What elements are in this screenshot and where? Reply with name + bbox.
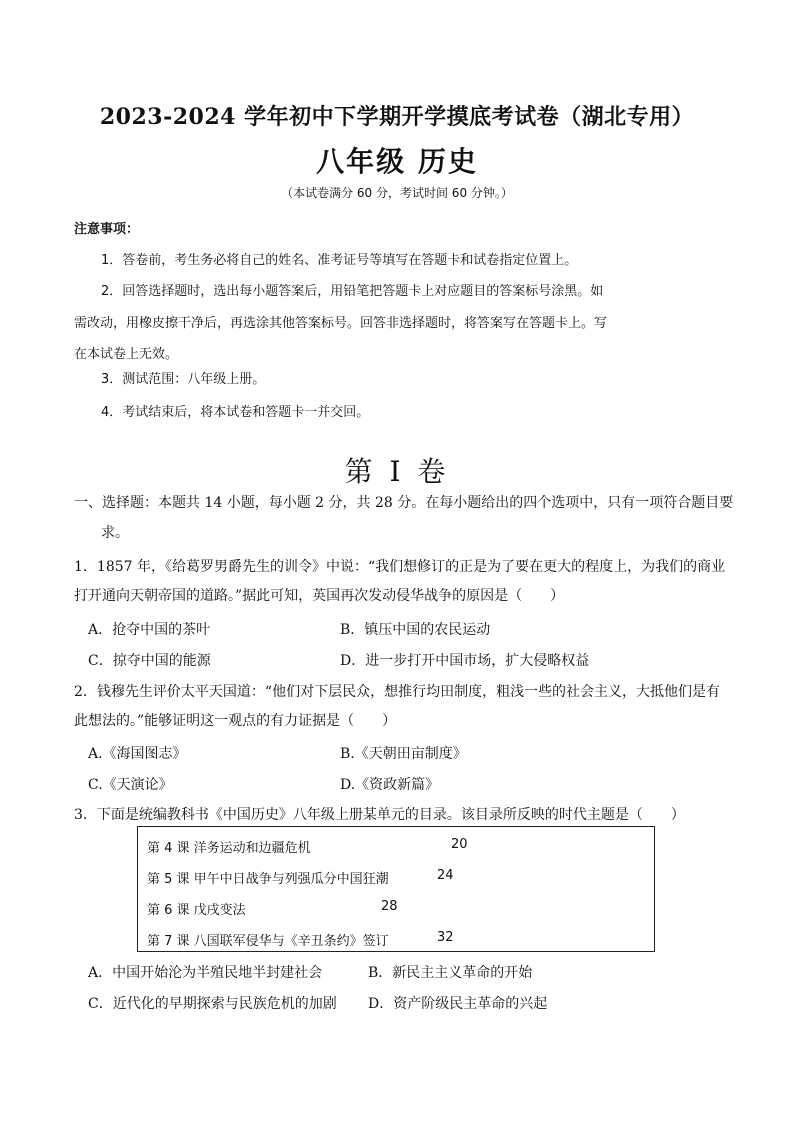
question-3-line-1: 3．下面是统编教科书《中国历史》八年级上册某单元的目录。该目录所反映的时代主题是（ ） — [74, 807, 685, 823]
table-of-contents-box — [137, 826, 655, 952]
note-item-1: 1．答卷前，考生务必将自己的姓名、准考证号等填写在答题卡和试卷指定位置上。 — [101, 253, 578, 268]
note-item-3: 3．测试范围：八年级上册。 — [101, 372, 266, 387]
toc-entry-title: 第 6 课 戊戌变法 — [147, 903, 246, 918]
toc-entry-page: 28 — [381, 899, 398, 914]
score-info: （本试卷满分 60 分，考试时间 60 分钟。） — [281, 186, 513, 200]
section-instructions-line-2: 求。 — [101, 525, 129, 541]
note-item-2-line-3: 在本试卷上无效。 — [74, 347, 179, 362]
toc-entry-page: 20 — [451, 837, 468, 852]
exam-title: 2023-2024 学年初中下学期开学摸底考试卷（湖北专用） — [99, 104, 695, 130]
exam-subtitle: 八年级 历史 — [316, 145, 478, 178]
question-2-line-1: 2．钱穆先生评价太平天国道：“他们对下层民众，想推行均田制度，粗浅一些的社会主义，大抵他们是有 — [74, 684, 721, 700]
note-item-4: 4．考试结束后，将本试卷和答题卡一并交回。 — [101, 405, 370, 420]
question-1-option-b: B．镇压中国的农民运动 — [340, 622, 491, 638]
volume-heading: 第 I 卷 — [344, 455, 450, 488]
notes-heading: 注意事项： — [74, 222, 140, 237]
toc-entry-title: 第 7 课 八国联军侵华与《辛丑条约》签订 — [147, 934, 389, 949]
question-3-option-b: B．新民主主义革命的开始 — [368, 965, 533, 981]
question-3-option-c: C．近代化的早期探索与民族危机的加剧 — [88, 996, 337, 1012]
toc-entry-title: 第 5 课 甲午中日战争与列强瓜分中国狂潮 — [147, 872, 389, 887]
question-3-option-d: D．资产阶级民主革命的兴起 — [368, 996, 548, 1012]
question-1-option-a: A．抢夺中国的茶叶 — [88, 622, 211, 638]
question-3-option-a: A．中国开始沦为半殖民地半封建社会 — [88, 965, 323, 981]
question-1-option-d: D．进一步打开中国市场，扩大侵略权益 — [340, 653, 590, 669]
toc-entry-page: 32 — [437, 930, 454, 945]
note-item-2-line-2: 需改动，用橡皮擦干净后，再选涂其他答案标号。回答非选择题时，将答案写在答题卡上。写 — [74, 316, 608, 331]
note-item-2-line-1: 2．回答选择题时，选出每小题答案后，用铅笔把答题卡上对应题目的答案标号涂黑。如 — [101, 284, 604, 299]
question-2-option-d: D.《资政新篇》 — [340, 777, 440, 793]
question-2-option-c: C.《天演论》 — [88, 777, 173, 793]
question-2-line-2: 此想法的。”能够证明这一观点的有力证据是（ ） — [74, 713, 397, 729]
question-1-line-2: 打开通向天朝帝国的道路。”据此可知，英国再次发动侵华战争的原因是（ ） — [74, 588, 565, 604]
section-instructions-line-1: 一、选择题：本题共 14 小题，每小题 2 分，共 28 分。在每小题给出的四个选项中，只有一项符合题目要 — [74, 495, 734, 511]
question-1-option-c: C．掠夺中国的能源 — [88, 653, 211, 669]
toc-entry-title: 第 4 课 洋务运动和边疆危机 — [147, 841, 311, 856]
question-2-option-b: B.《天朝田亩制度》 — [340, 746, 467, 762]
question-1-line-1: 1．1857 年，《给葛罗男爵先生的训令》中说：“我们想修订的正是为了要在更大的程度上，为我们的商业 — [74, 559, 726, 575]
question-2-option-a: A.《海国图志》 — [88, 746, 187, 762]
toc-entry-page: 24 — [437, 868, 454, 883]
